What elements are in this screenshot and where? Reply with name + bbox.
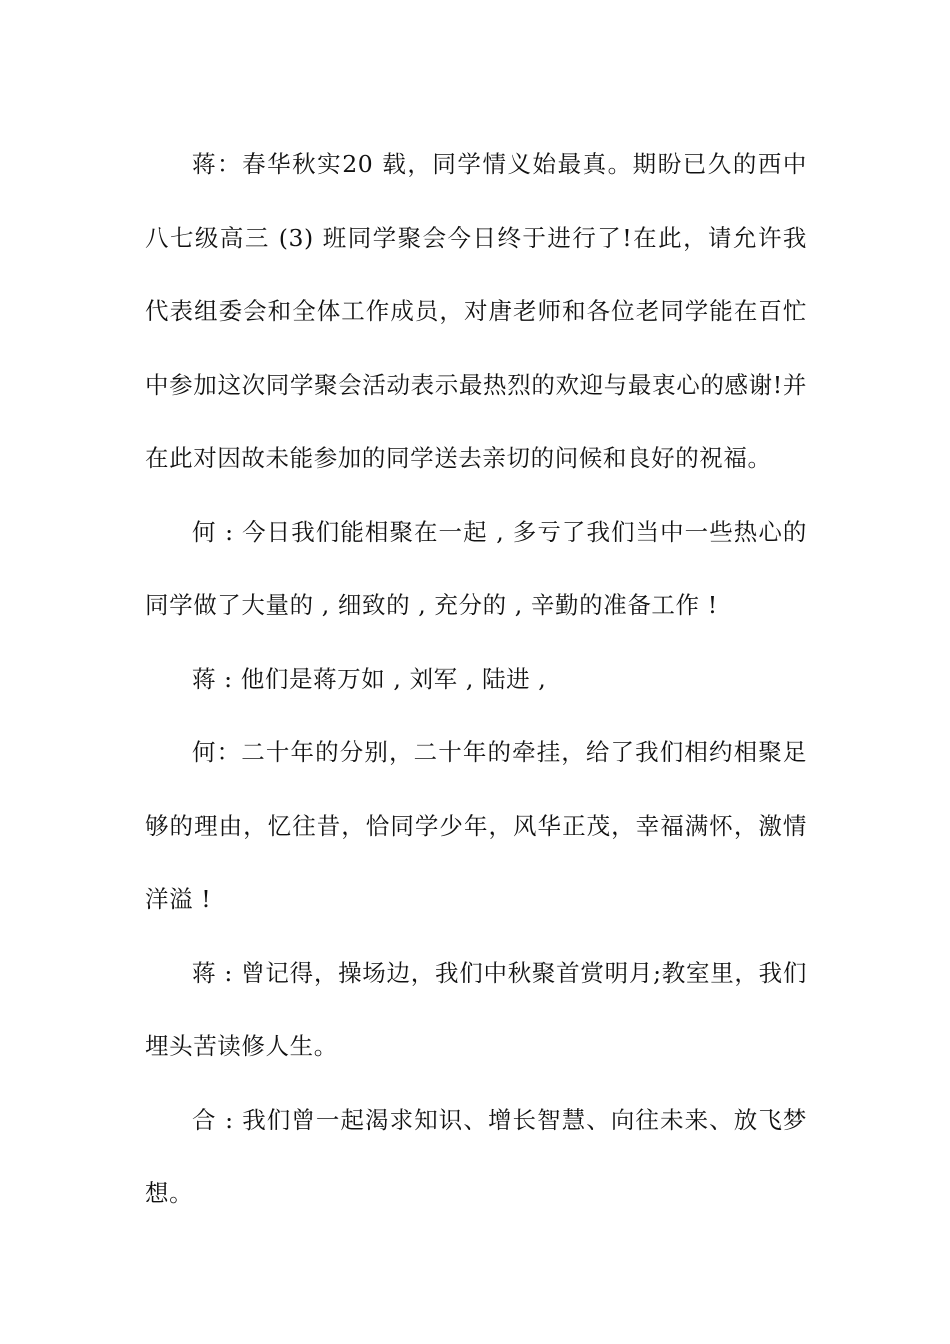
document-body [145,128,807,1231]
paragraph: 何：二十年的分别，二十年的牵挂，给了我们相约相聚足够的理由，忆往昔，恰同学少年，风华正茂，幸福满怀，激情洋溢 ! [145,738,807,913]
paragraph: 蒋 : 他们是蒋万如 , 刘军 , 陆进 , [192,664,547,693]
paragraph: 蒋：春华秋实20 载，同学情义始最真。期盼已久的西中八七级高三 (3) 班同学聚会今日终于进行了!在此，请允许我代表组委会和全体工作成员，对唐老师和各位老同学能在百忙中参加这次同学聚会活动表示最热烈的欢迎与最衷心的感谢!并在此对因故未能参加的同学送去亲切的问候和良好的祝福。 [145,150,807,472]
paragraph: 合 : 我们曾一起渴求知识、增长智慧、向往未来、放飞梦想。 [145,1105,807,1207]
paragraph: 何 : 今日我们能相聚在一起 , 多亏了我们当中一些热心的同学做了大量的 , 细致的 , 充分的 , 辛勤的准备工作 ! [145,517,807,619]
paragraph: 蒋 : 曾记得，操场边，我们中秋聚首赏明月;教室里，我们埋头苦读修人生。 [145,958,807,1060]
